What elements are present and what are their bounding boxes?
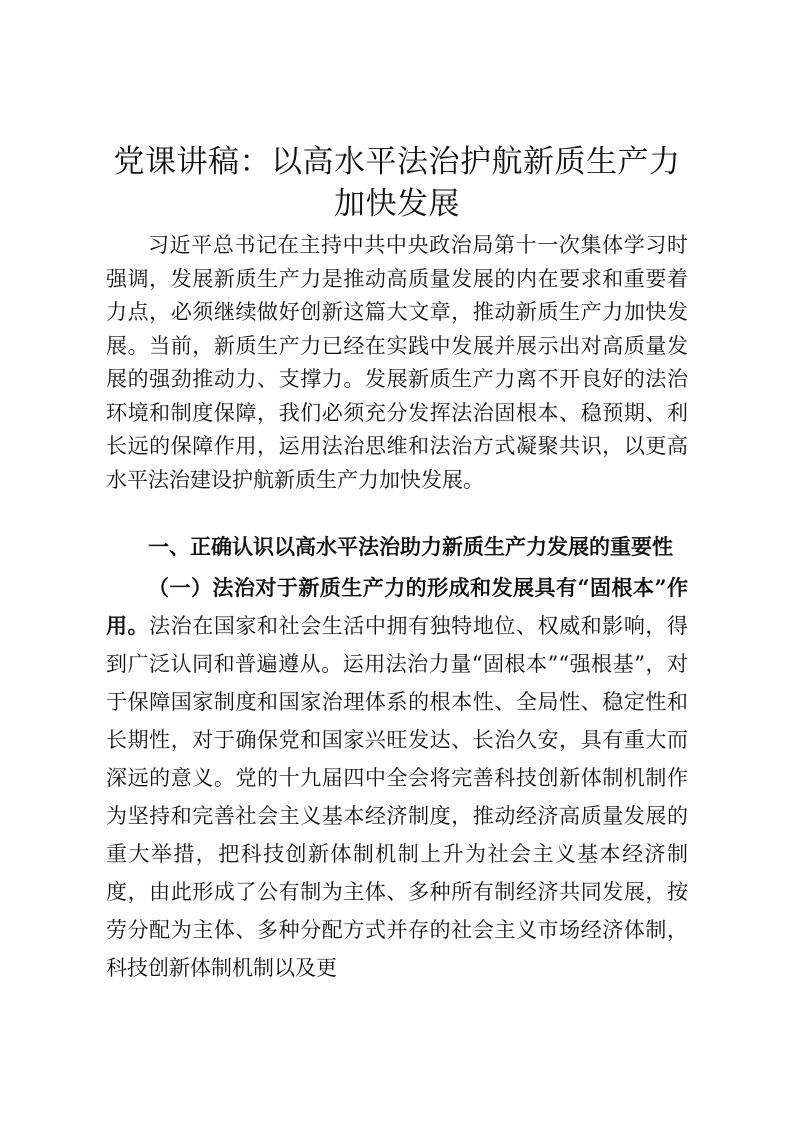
intro-paragraph: 习近平总书记在主持中共中央政治局第十一次集体学习时强调，发展新质生产力是推动高质量发展的内在要求和重要着力点，必须继续做好创新这篇大文章，推动新质生产力加快发展。当前，新质生产力已经在实践中发展并展示出对高质量发展的强劲推动力、支撑力。发展新质生产力离不开良好的法治环境和制度保障，我们必须充分发挥法治固根本、稳预期、利长远的保障作用，运用法治思维和法治方式凝聚共识，以更高水平法治建设护航新质生产力加快发展。 <box>106 233 688 492</box>
intro-block <box>106 229 688 497</box>
section-1-paragraph <box>106 569 688 987</box>
section-1-title: （一）法治对于新质生产力的形成和发展具有“固根本”作用。 <box>106 575 688 638</box>
section-heading-1: 一、正确认识以高水平法治助力新质生产力发展的重要性 <box>148 534 673 559</box>
section-1-body: 法治在国家和社会生活中拥有独特地位、权威和影响，得到广泛认同和普遍遵从。运用法治力量“固根本”“强根基”，对于保障国家制度和国家治理体系的根本性、全局性、稳定性和长期性，对于确保党和国家兴旺发达、长治久安，具有重大而深远的意义。党的十九届四中全会将完善科技创新体制机制作为坚持和完善社会主义基本经济制度，推动经济高质量发展的重大举措，把科技创新体制机制上升为社会主义基本经济制度，由此形成了公有制为主体、多种所有制经济共同发展，按劳分配为主体、多种分配方式并存的社会主义市场经济体制，科技创新体制机制以及更 <box>106 614 689 980</box>
document-title: 党课讲稿：以高水平法治护航新质生产力加快发展 <box>113 144 681 222</box>
